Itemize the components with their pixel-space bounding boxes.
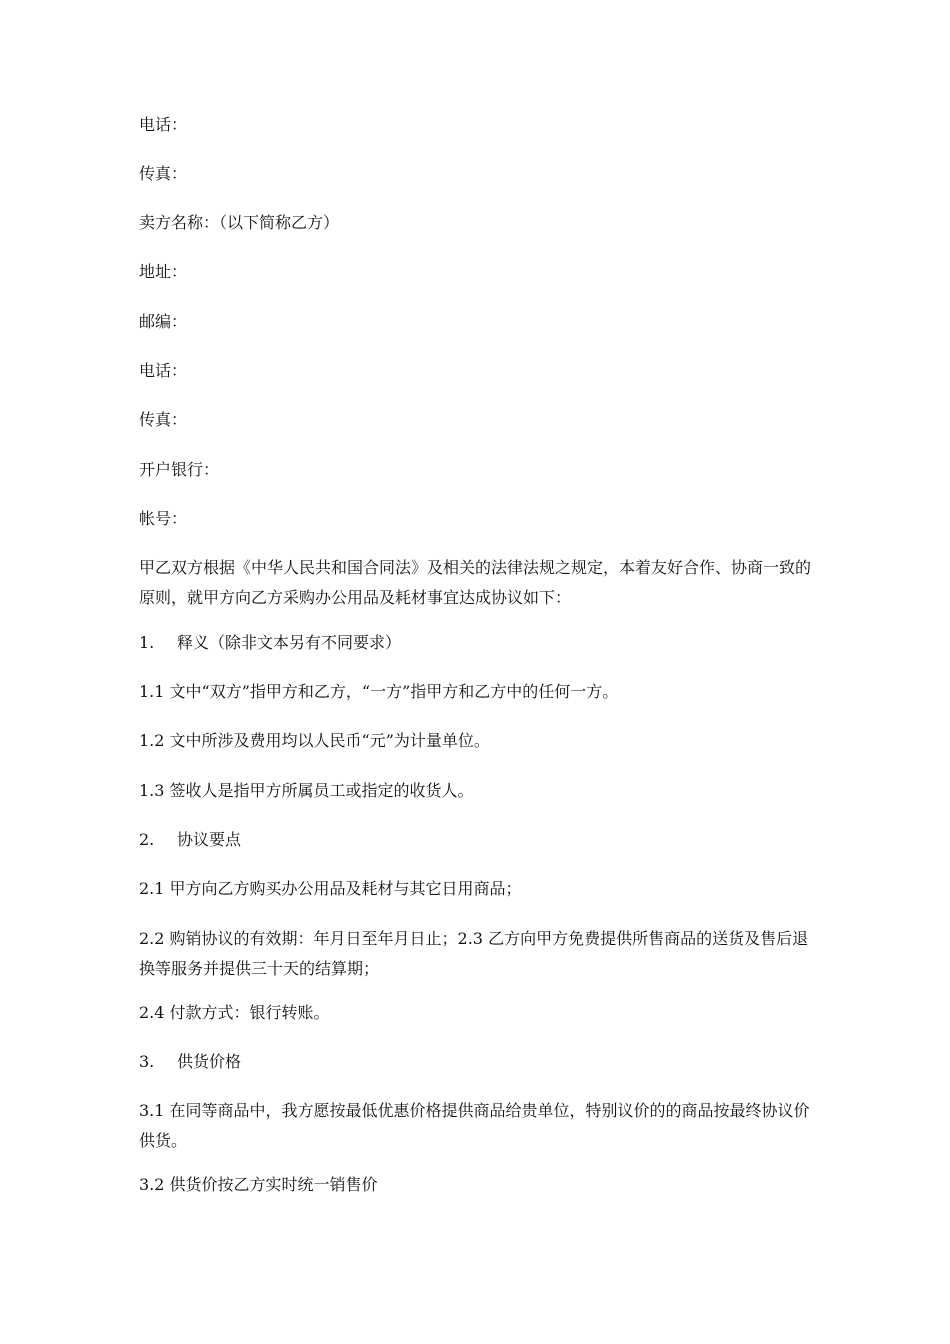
clause-2-1: 2.1 甲方向乙方购买办公用品及耗材与其它日用商品；: [139, 879, 522, 898]
clause-3-2: 3.2 供货价按乙方实时统一销售价: [139, 1175, 378, 1194]
section-2-heading: [139, 825, 241, 855]
account-line: 帐号：: [139, 509, 188, 528]
address-line: 地址：: [139, 262, 188, 281]
clause-2-4: 2.4 付款方式：银行转账。: [139, 1003, 330, 1022]
preamble-paragraph: 甲乙双方根据《中华人民共和国合同法》及相关的法律法规之规定，本着友好合作、协商一致的原则，就甲方向乙方采购办公用品及耗材事宜达成协议如下：: [139, 558, 812, 607]
section-1-title: 释义（除非文本另有不同要求）: [177, 633, 402, 652]
fax-line: 传真：: [139, 164, 188, 183]
clause-1-2: 1.2 文中所涉及费用均以人民币“元”为计量单位。: [139, 731, 490, 750]
bank-line: 开户银行：: [139, 460, 220, 479]
postcode-line: 邮编：: [139, 312, 188, 331]
seller-fax-line: 传真：: [139, 410, 188, 429]
seller-name-line: 卖方名称：（以下简称乙方）: [139, 213, 340, 232]
clause-1-3: 1.3 签收人是指甲方所属员工或指定的收货人。: [139, 781, 474, 800]
section-2-title: 协议要点: [177, 830, 242, 849]
section-1-number: 1.: [139, 633, 155, 652]
section-3-title: 供货价格: [177, 1052, 242, 1071]
section-3-number: 3.: [139, 1052, 155, 1071]
section-2-number: 2.: [139, 830, 155, 849]
section-1-heading: [139, 628, 401, 658]
clause-1-1: 1.1 文中“双方”指甲方和乙方，“一方”指甲方和乙方中的任何一方。: [139, 682, 619, 701]
clause-2-2: 2.2 购销协议的有效期：年月日至年月日止；2.3 乙方向甲方免费提供所售商品的送货及售后退换等服务并提供三十天的结算期；: [139, 929, 809, 978]
seller-phone-line: 电话：: [139, 361, 188, 380]
phone-line: 电话：: [139, 115, 188, 134]
clause-3-1: 3.1 在同等商品中，我方愿按最低优惠价格提供商品给贵单位，特别议价的的商品按最终协议价供货。: [139, 1101, 810, 1150]
section-3-heading: [139, 1047, 241, 1077]
